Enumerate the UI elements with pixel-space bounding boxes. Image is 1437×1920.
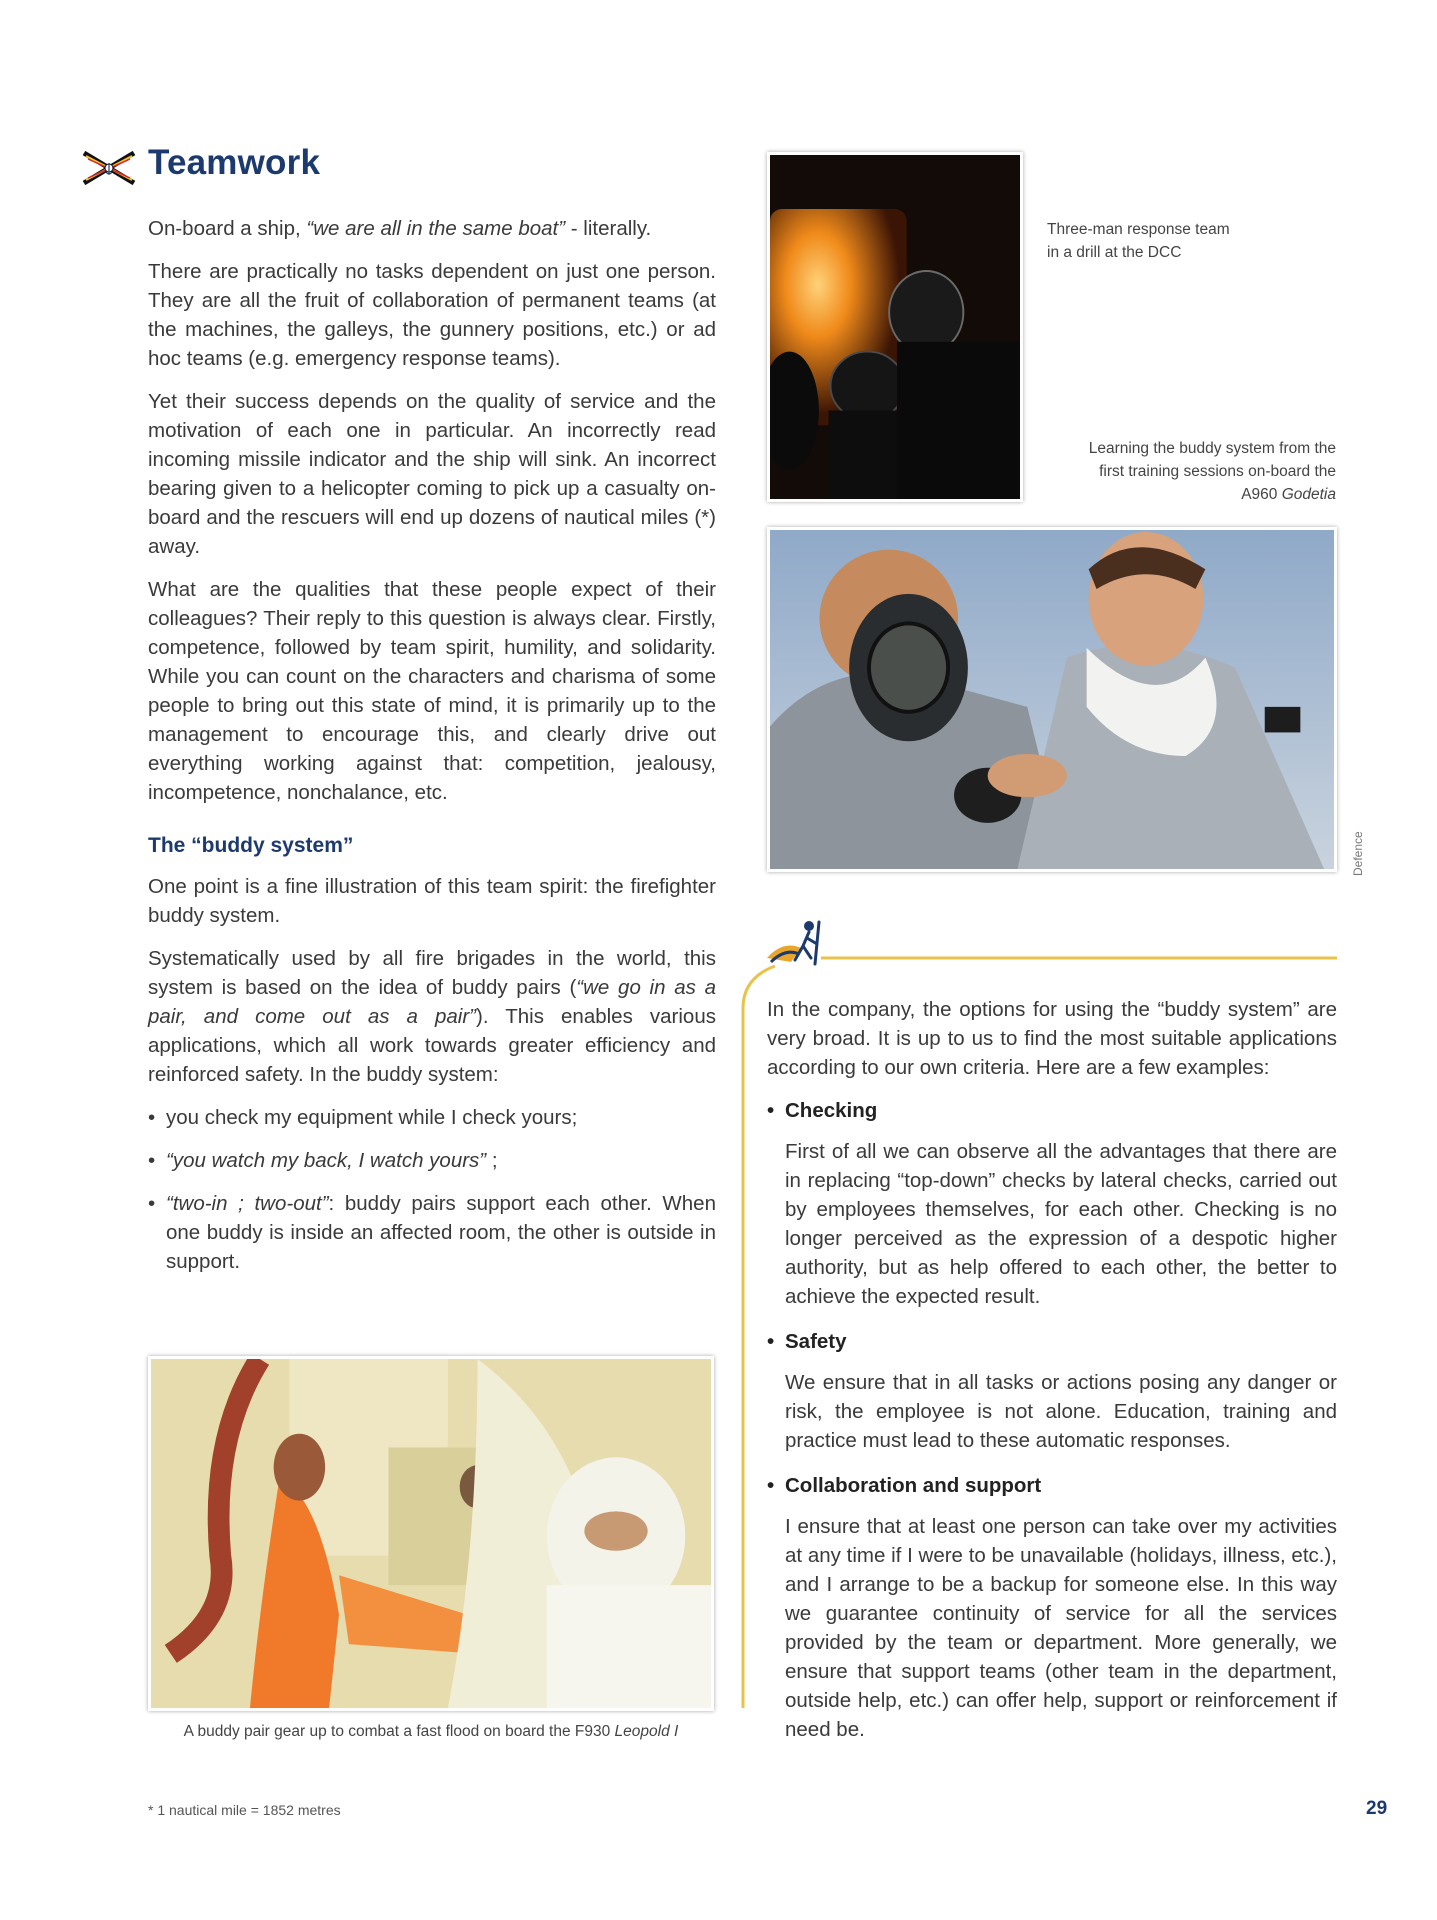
tip-section-body: First of all we can observe all the advantages that there are in replacing “top-down” checks by lateral checks, carried out by employees themselves, for each other. Checking is no longer perceived as the expression of a despotic higher authority, but as help offered to each other, the better to achieve the expected result. [785,1140,1337,1308]
bullet-list [148,1103,716,1276]
text-span: - literally. [565,217,652,240]
photo-fire-drill [767,152,1023,502]
caption-line [1000,483,1336,506]
section-subheading: The “buddy system” [148,834,354,857]
list-item: • you check my equipment while I check yours; [148,1103,716,1132]
page-title: Teamwork [148,143,321,182]
photo-caption-flood [148,1720,714,1743]
caption-line: Learning the buddy system from the [1088,440,1336,457]
italic-quote: “we are all in the same boat” [306,217,566,240]
caption-line: in a drill at the DCC [1047,244,1182,261]
italic-quote: “you watch my back, I watch yours” [166,1149,487,1172]
text-span: Systematically used by all fire brigades in the world, this system is based on the idea of buddy pairs ( [148,947,716,999]
page-number: 29 [1366,1798,1388,1819]
text-span: A buddy pair gear up to combat a fast flood on board the F930 [183,1723,615,1740]
text-span: ). This enables various applications, which all work towards greater efficiency and reinforced safety. In the buddy system: [148,1005,716,1086]
list-item [148,1189,716,1276]
photo-flood-gear-up [148,1356,714,1711]
left-column [148,214,716,1290]
tip-intro: In the company, the options for using the “buddy system” are very broad. It is up to us to find the most suitable applications according to our own criteria. Here are a few examples: [767,998,1337,1079]
tip-section-heading: • Safety [767,1327,1337,1356]
paragraph: There are practically no tasks dependent on just one person. They are all the fruit of collaboration of permanent teams (at the machines, the galleys, the gunnery positions, etc.) or ad hoc teams (e.g. emergency response teams). [148,260,716,370]
tip-section-safety [767,1327,1337,1455]
text-span: ; [486,1149,498,1172]
tip-section-heading: • Checking [767,1096,1337,1125]
text-span: On-board a ship, [148,217,307,240]
paragraph: One point is a fine illustration of this team spirit: the firefighter buddy system. [148,875,716,927]
italic-quote: “we go in as a pair, and come out as a pair” [148,976,716,1028]
intro-paragraph [148,214,716,243]
text-span: A960 [1241,486,1282,503]
paragraph: Yet their success depends on the quality of service and the motivation of each one in particular. An incorrectly read incoming missile indicator and the ship will sink. An incorrect bearing given to a helicopter coming to pick up a casualty on-board and the rescuers will end up dozens of nautical miles (*) away. [148,390,716,558]
tip-section-body: I ensure that at least one person can take over my activities at any time if I were to be unavailable (holidays, illness, etc.), and I arrange to be a backup for someone else. In this way we guarantee continuity of service for all the services provided by the team or department. More generally, we ensure that support teams (other team in the department, outside help, etc.) can offer help, support or reinforcement if need be. [785,1515,1337,1741]
caption-line: Three-man response team [1047,221,1230,238]
belgian-navy-emblem-icon [80,150,138,186]
tip-section-heading: • Collaboration and support [767,1471,1337,1500]
photo-caption-fire-drill [1047,218,1267,264]
italic-quote: “two-in ; two-out” [166,1192,329,1215]
tip-section-collaboration [767,1471,1337,1744]
list-item [148,1146,716,1175]
ship-name: Godetia [1281,486,1336,503]
tip-section-checking [767,1096,1337,1311]
caption-line: first training sessions on-board the [1099,463,1336,480]
footnote: * 1 nautical mile = 1852 metres [148,1802,341,1818]
photo-credit: Defence [1351,831,1365,876]
photo-mask-training [767,527,1337,872]
right-column-tip-box [767,995,1337,1760]
photo-caption-buddy-training [1000,437,1336,506]
paragraph: What are the qualities that these people expect of their colleagues? Their reply to this question is always clear. Firstly, competence, followed by team spirit, humility, and solidarity. While you can count on the characters and charisma of some people to bring out this state of mind, it is primarily up to the management to encourage this, and clearly drive out everything working against that: competition, jealousy, incompetence, nonchalance, etc. [148,578,716,804]
text-span: : buddy pairs support each other. When one buddy is inside an affected room, the other is outside in support. [166,1192,716,1273]
ship-name: Leopold I [614,1723,679,1740]
paragraph [148,944,716,1089]
tip-section-body: We ensure that in all tasks or actions posing any danger or risk, the employee is not alone. Education, training and practice must lead to these automatic responses. [785,1371,1337,1452]
